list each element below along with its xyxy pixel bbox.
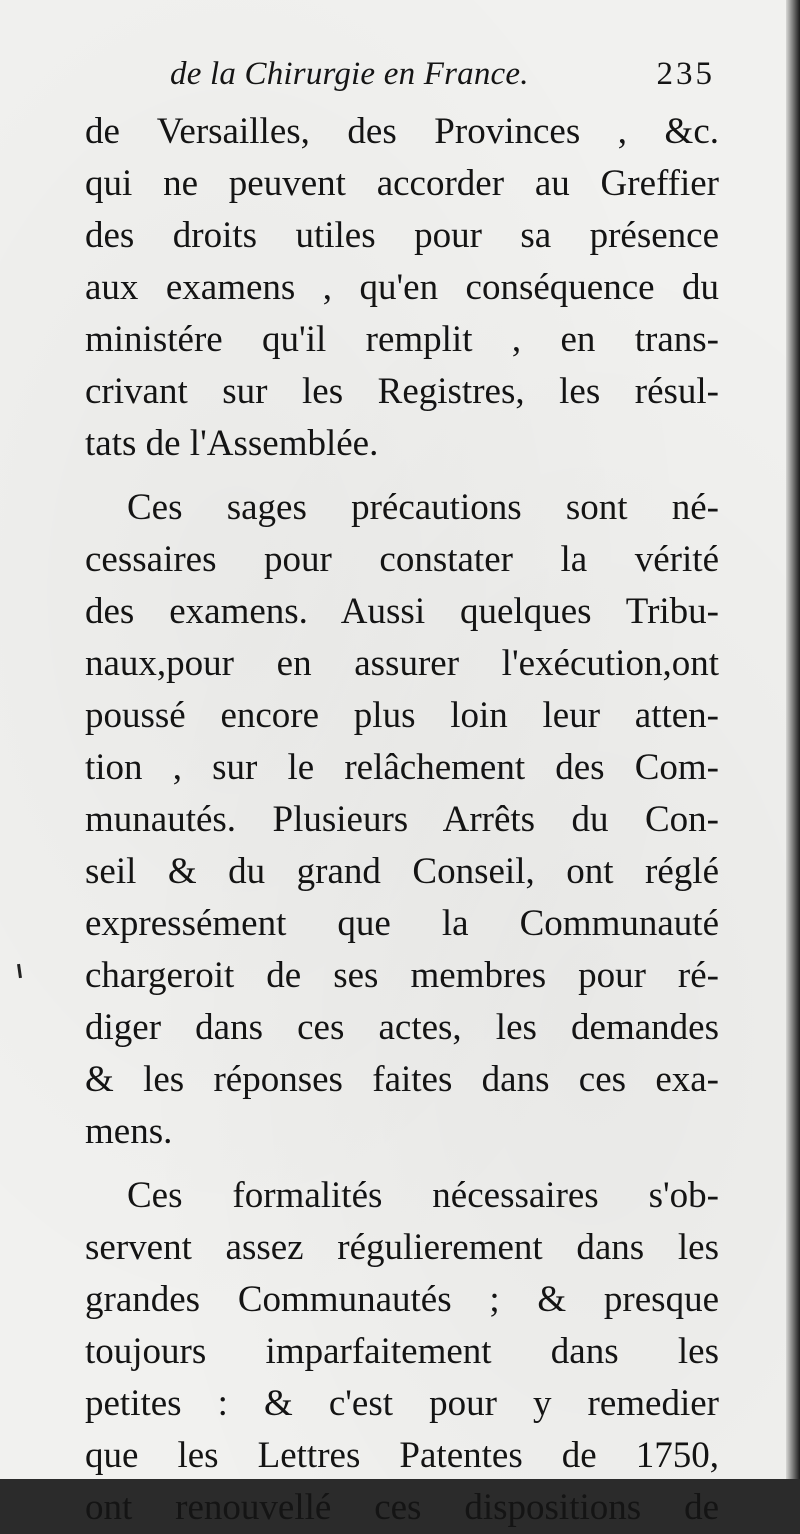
text-line: naux,pour en assurer l'exécution,ont [85, 643, 719, 684]
text-line: servent assez régulierement dans les [85, 1227, 719, 1268]
text-line: Ces formalités nécessaires s'ob- [127, 1175, 719, 1216]
text-line: ont renouvellé ces dispositions de [85, 1487, 719, 1528]
text-line: mens. [85, 1111, 173, 1152]
paragraph-2 [85, 482, 719, 1158]
page-number: 235 [656, 56, 715, 92]
running-title: de la Chirurgie en France. [170, 56, 529, 92]
text-line: toujours imparfaitement dans les [85, 1331, 719, 1372]
body-text [85, 106, 719, 1534]
text-line: des droits utiles pour sa présence [85, 215, 719, 256]
page-header [170, 56, 715, 102]
paragraph-1 [85, 106, 719, 470]
text-line: & les réponses faites dans ces exa- [85, 1059, 719, 1100]
text-line: Ces sages précautions sont né- [127, 487, 719, 528]
text-line: ministére qu'il remplit , en trans- [85, 319, 719, 360]
margin-speck [17, 964, 22, 978]
text-line: grandes Communautés ; & presque [85, 1279, 719, 1320]
text-line: tats de l'Assemblée. [85, 423, 379, 464]
text-line: chargeroit de ses membres pour ré- [85, 955, 719, 996]
text-line: expressément que la Communauté [85, 903, 719, 944]
text-line: que les Lettres Patentes de 1750, [85, 1435, 719, 1476]
text-line: munautés. Plusieurs Arrêts du Con- [85, 799, 719, 840]
text-line: des examens. Aussi quelques Tribu- [85, 591, 719, 632]
text-line: qui ne peuvent accorder au Greffier [85, 163, 719, 204]
text-line: tion , sur le relâchement des Com- [85, 747, 719, 788]
text-line: diger dans ces actes, les demandes [85, 1007, 719, 1048]
paragraph-3 [85, 1170, 719, 1534]
text-line: petites : & c'est pour y remedier [85, 1383, 719, 1424]
text-line: poussé encore plus loin leur atten- [85, 695, 719, 736]
text-line: de Versailles, des Provinces , &c. [85, 111, 719, 152]
text-line: crivant sur les Registres, les résul- [85, 371, 719, 412]
text-line: aux examens , qu'en conséquence du [85, 267, 719, 308]
page-edge-shadow [786, 0, 800, 1479]
text-line: seil & du grand Conseil, ont réglé [85, 851, 719, 892]
text-line: cessaires pour constater la vérité [85, 539, 719, 580]
